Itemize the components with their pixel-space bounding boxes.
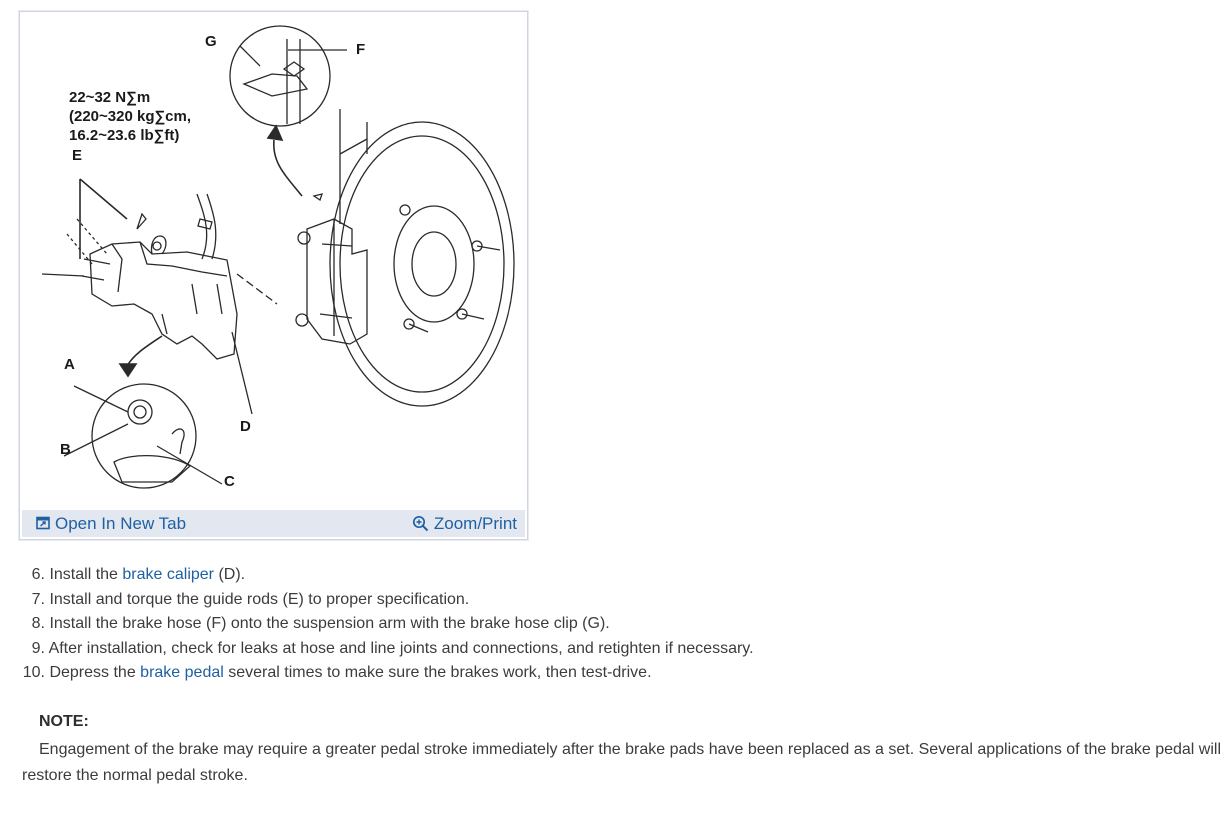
label-a: A: [64, 356, 75, 373]
step-number: 9.: [31, 639, 45, 657]
step-number: 6.: [31, 566, 45, 583]
step-text: Install and torque the guide rods (E) to proper specification.: [49, 590, 470, 608]
step-text: Install the brake hose (F) onto the suspension arm with the brake hose clip (G).: [49, 615, 610, 632]
open-in-new-tab-link[interactable]: [36, 514, 186, 534]
zoom-print-label: Zoom/Print: [433, 514, 517, 533]
procedure-steps: [20, 563, 754, 686]
step-item: [20, 588, 754, 613]
step-text-end: several times to make sure the brakes work, then test-drive.: [223, 664, 652, 681]
zoom-print-link[interactable]: [412, 514, 517, 534]
torque-spec-line-2: (220~320 kg∑cm,: [69, 108, 192, 125]
step-number: 8.: [31, 615, 45, 632]
brake-caliper-diagram: [22, 14, 525, 510]
label-c: C: [224, 473, 235, 490]
step-text-end: (D).: [214, 566, 246, 583]
note-title: NOTE:: [39, 713, 89, 730]
note-body: Engagement of the brake may require a greater pedal stroke immediately after the brake pads have been replaced as a set. Several applications of the brake pedal will restore the normal pedal stroke.: [22, 741, 1222, 784]
brake-pedal-link[interactable]: brake pedal: [140, 664, 224, 681]
step-text: Depress the: [49, 664, 141, 681]
hose-clip-detail-circle: [230, 26, 347, 126]
open-in-new-tab-label: Open In New Tab: [55, 514, 187, 533]
diagram-figure: [19, 11, 528, 540]
label-e: E: [72, 147, 83, 164]
step-text: After installation, check for leaks at hose and line joints and connections, and retighten if necessary.: [48, 639, 754, 657]
zoom-icon: [412, 515, 429, 532]
callout-arrows: [80, 126, 302, 376]
step-item: [20, 637, 754, 662]
step-item: [20, 661, 754, 686]
caliper-pin-detail-circle: [64, 332, 252, 488]
step-item: [20, 612, 754, 637]
open-new-tab-icon: [36, 516, 50, 530]
caliper-assembly-drawing: [42, 194, 277, 359]
step-number: 7.: [31, 590, 45, 608]
label-g: G: [205, 33, 217, 50]
caliper-on-rotor-drawing: [296, 194, 367, 344]
step-number: 10.: [22, 664, 45, 681]
torque-spec-line-1: 22~32 N∑m: [69, 89, 151, 106]
step-text: Install the: [49, 566, 123, 583]
label-b: B: [60, 441, 71, 458]
figure-toolbar: [22, 510, 525, 537]
label-d: D: [240, 418, 251, 435]
brake-caliper-link[interactable]: brake caliper: [122, 566, 214, 583]
step-item: [20, 563, 754, 588]
brake-rotor-drawing: [330, 109, 514, 406]
torque-spec-line-3: 16.2~23.6 lb∑ft): [69, 127, 180, 144]
label-f: F: [356, 41, 366, 58]
